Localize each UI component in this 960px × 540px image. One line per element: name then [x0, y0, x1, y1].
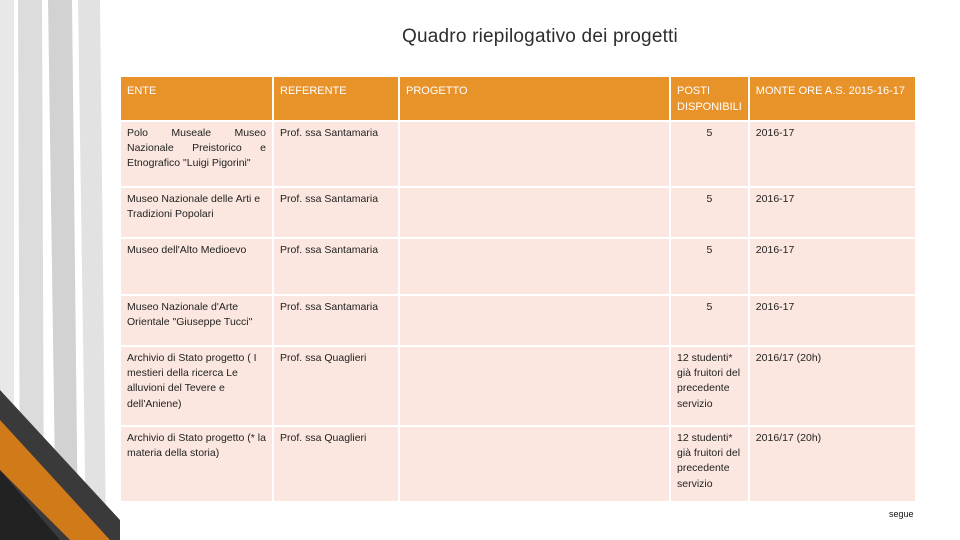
cell-progetto	[399, 295, 670, 346]
table-row	[120, 426, 916, 502]
header-progetto: PROGETTO	[399, 76, 670, 121]
cell-monte-ore: 2016-17	[749, 295, 916, 346]
table-row	[120, 346, 916, 426]
cell-monte-ore: 2016/17 (20h)	[749, 426, 916, 502]
cell-progetto	[399, 187, 670, 238]
cell-posti: 5	[670, 238, 749, 295]
cell-ente: Museo Nazionale delle Arti e Tradizioni Popolari	[120, 187, 273, 238]
header-ente: ENTE	[120, 76, 273, 121]
cell-progetto	[399, 238, 670, 295]
decorative-stripes	[0, 0, 120, 540]
header-referente: REFERENTE	[273, 76, 399, 121]
cell-referente: Prof. ssa Santamaria	[273, 295, 399, 346]
page-title: Quadro riepilogativo dei progetti	[402, 26, 678, 47]
cell-ente: Archivio di Stato progetto (* la materia della storia)	[120, 426, 273, 502]
cell-referente: Prof. ssa Quaglieri	[273, 346, 399, 426]
cell-monte-ore: 2016/17 (20h)	[749, 346, 916, 426]
cell-ente: Archivio di Stato progetto ( I mestieri della ricerca Le alluvioni del Tevere e dell'Aniene)	[120, 346, 273, 426]
cell-progetto	[399, 426, 670, 502]
cell-referente: Prof. ssa Santamaria	[273, 238, 399, 295]
cell-monte-ore: 2016-17	[749, 238, 916, 295]
projects-table	[119, 75, 917, 503]
cell-referente: Prof. ssa Quaglieri	[273, 426, 399, 502]
header-row	[120, 76, 916, 121]
cell-ente: Museo Nazionale d'Arte Orientale "Giuseppe Tucci"	[120, 295, 273, 346]
cell-referente: Prof. ssa Santamaria	[273, 121, 399, 187]
header-monte-ore: MONTE ORE A.S. 2015-16-17	[749, 76, 916, 121]
table-row	[120, 121, 916, 187]
table-row	[120, 238, 916, 295]
cell-posti: 5	[670, 121, 749, 187]
cell-monte-ore: 2016-17	[749, 187, 916, 238]
footer-next-label: segue	[889, 509, 914, 519]
cell-progetto	[399, 346, 670, 426]
cell-progetto	[399, 121, 670, 187]
cell-referente: Prof. ssa Santamaria	[273, 187, 399, 238]
table-row	[120, 295, 916, 346]
cell-ente: Museo dell'Alto Medioevo	[120, 238, 273, 295]
cell-posti: 5	[670, 187, 749, 238]
table-row	[120, 187, 916, 238]
cell-monte-ore: 2016-17	[749, 121, 916, 187]
cell-posti: 12 studenti* già fruitori del precedente servizio	[670, 346, 749, 426]
cell-ente: Polo Museale Museo Nazionale Preistorico e Etnografico "Luigi Pigorini"	[120, 121, 273, 187]
cell-posti: 12 studenti* già fruitori del precedente servizio	[670, 426, 749, 502]
header-posti: POSTI DISPONIBILI	[670, 76, 749, 121]
cell-posti: 5	[670, 295, 749, 346]
